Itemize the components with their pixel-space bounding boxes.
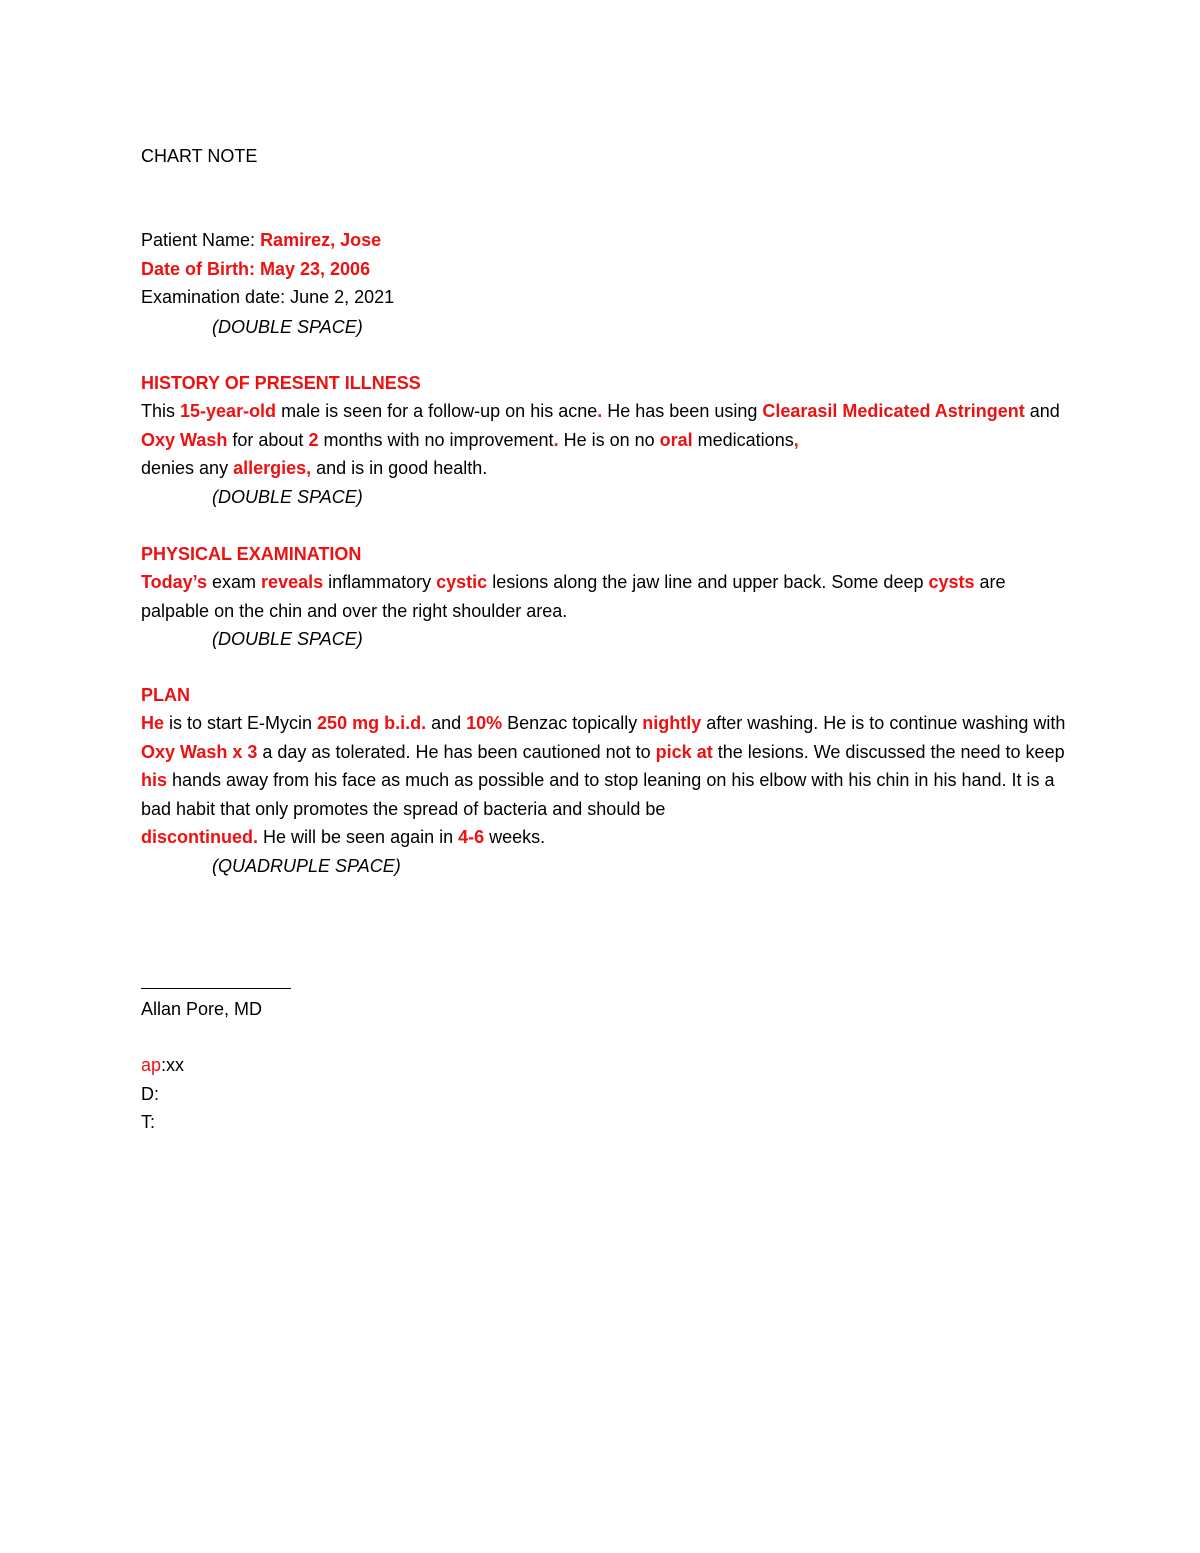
highlight-span: Oxy Wash xyxy=(141,429,228,450)
text-span: and xyxy=(1024,401,1060,421)
patient-name-value: Ramirez, Jose xyxy=(260,230,382,250)
highlight-span: 250 mg b.i.d. xyxy=(317,713,427,733)
text-span: He will be seen again in xyxy=(258,827,459,848)
text-span: and xyxy=(426,713,467,733)
highlight-span: 4-6 xyxy=(458,827,485,848)
spacer-note: (DOUBLE SPACE) xyxy=(212,317,363,337)
text-span: is to start E-Mycin xyxy=(164,713,318,733)
highlight-span: pick at xyxy=(655,741,713,762)
reference-initials xyxy=(141,1051,184,1079)
highlight-span: . xyxy=(553,429,559,450)
text-span: the lesions. We discussed the need to keep xyxy=(712,741,1065,762)
highlight-span: reveals xyxy=(261,572,324,592)
physical-exam-paragraph xyxy=(141,568,1071,625)
text-span: exam xyxy=(207,572,262,592)
text-span: He is on no xyxy=(558,429,660,450)
highlight-span: cystic xyxy=(436,572,488,592)
highlight-span: 15-year-old xyxy=(180,401,277,421)
spacer-note: (QUADRUPLE SPACE) xyxy=(212,856,401,876)
text-span: weeks. xyxy=(484,827,546,848)
text-span: medications xyxy=(692,429,794,450)
text-span: inflammatory xyxy=(323,572,437,592)
highlight-span: 10% xyxy=(466,713,503,733)
transcription-date-label: T: xyxy=(141,1112,156,1132)
physician-name: Allan Pore, MD xyxy=(141,999,263,1019)
patient-name-line xyxy=(141,226,381,254)
text-span: months with no improvement xyxy=(318,429,554,450)
highlight-span: Today’s xyxy=(141,572,208,592)
highlight-span: , xyxy=(793,429,799,450)
text-span: He has been using xyxy=(602,401,763,421)
initials-rest: :xx xyxy=(161,1055,185,1075)
highlight-span: 2 xyxy=(308,429,319,450)
text-span: are palpable on the chin and over the right shoulder area. xyxy=(141,572,1006,621)
dictation-date-label: D: xyxy=(141,1084,159,1104)
highlight-span: Clearasil Medicated Astringent xyxy=(762,401,1025,421)
highlight-span: his xyxy=(141,770,168,791)
highlight-span: oral xyxy=(659,429,693,450)
text-span: denies any xyxy=(141,458,234,479)
text-span: lesions along the jaw line and upper back. Some deep xyxy=(487,572,929,592)
hpi-paragraph xyxy=(141,397,1071,483)
plan-heading: PLAN xyxy=(141,685,190,705)
hpi-heading: HISTORY OF PRESENT ILLNESS xyxy=(141,373,421,393)
highlight-span: He xyxy=(141,713,165,733)
text-span: and is in good health. xyxy=(311,458,488,479)
highlight-span: . xyxy=(597,401,603,421)
highlight-span: discontinued. xyxy=(141,827,258,848)
text-span: for about xyxy=(227,429,309,450)
highlight-span: Oxy Wash x 3 xyxy=(141,741,258,762)
spacer-note: (DOUBLE SPACE) xyxy=(212,629,363,649)
text-span: Benzac topically xyxy=(502,713,643,733)
date-of-birth-line: Date of Birth: May 23, 2006 xyxy=(141,259,371,279)
initials-highlight: ap xyxy=(141,1055,162,1075)
text-span: male is seen for a follow-up on his acne xyxy=(276,401,598,421)
text-span: This xyxy=(141,401,181,421)
physical-exam-heading: PHYSICAL EXAMINATION xyxy=(141,544,362,564)
text-span: a day as tolerated. He has been cautioned not to xyxy=(257,741,656,762)
text-span: after washing. He is to continue washing with xyxy=(701,713,1066,733)
patient-name-label: Patient Name: xyxy=(141,230,261,250)
document-title: CHART NOTE xyxy=(141,146,258,166)
highlight-span: cysts xyxy=(928,572,975,592)
text-span: hands away from his face as much as possible and to stop leaning on his elbow with his chin in his hand. It is a bad habit that only promotes the spread of bacteria and should be xyxy=(141,770,1055,819)
spacer-note: (DOUBLE SPACE) xyxy=(212,487,363,507)
highlight-span: allergies, xyxy=(233,458,312,479)
examination-date-line: Examination date: June 2, 2021 xyxy=(141,287,395,307)
highlight-span: nightly xyxy=(642,713,702,733)
plan-paragraph xyxy=(141,709,1071,852)
signature-line xyxy=(141,988,291,989)
